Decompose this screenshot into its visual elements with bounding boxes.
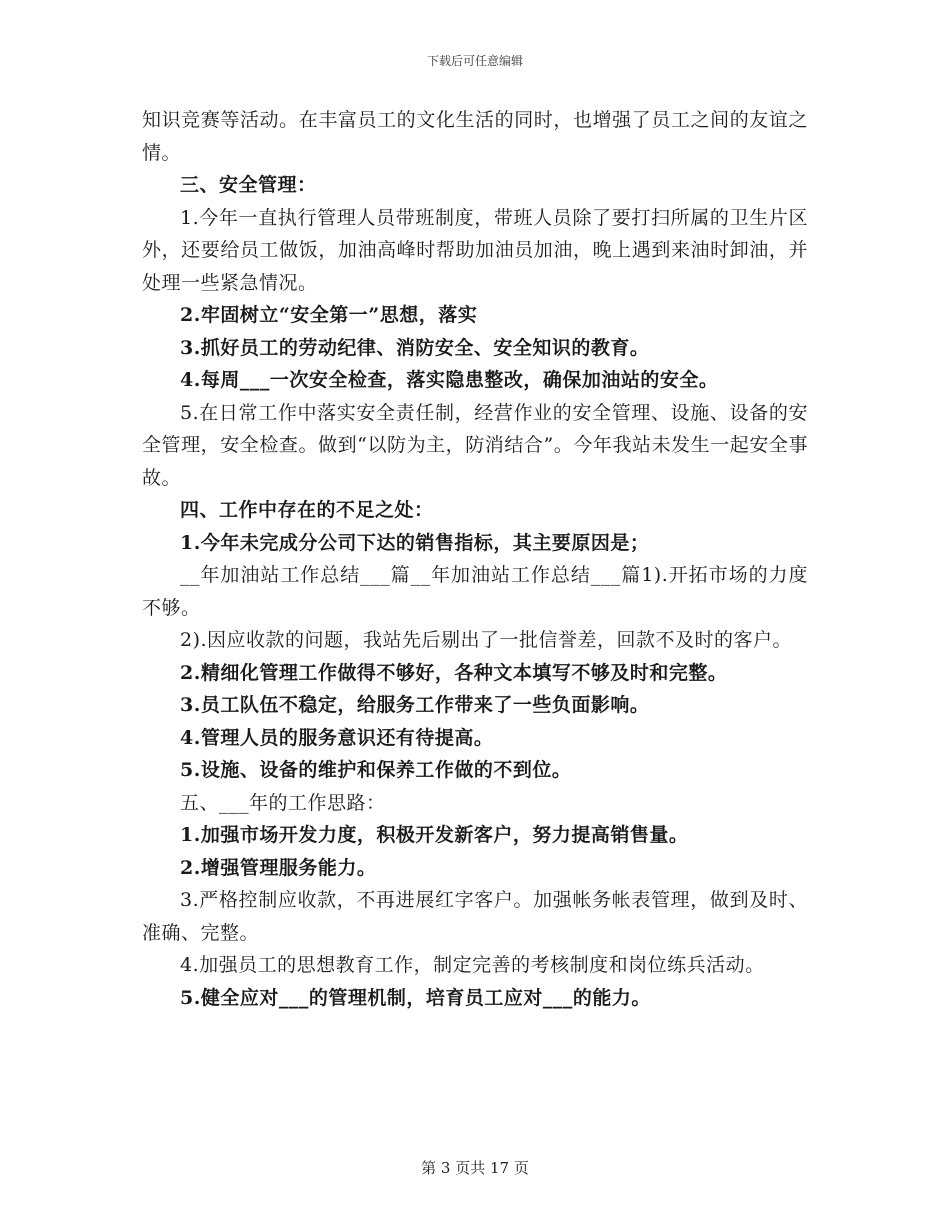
paragraph: 4.管理人员的服务意识还有待提高。 — [180, 726, 494, 749]
paragraph: 4.加强员工的思想教育工作，制定完善的考核制度和岗位练兵活动。 — [180, 954, 765, 976]
section-heading: 五、___年的工作思路： — [180, 791, 386, 814]
paragraph: 3.员工队伍不稳定，给服务工作带来了一些负面影响。 — [180, 694, 650, 716]
paragraph: 3.严格控制应收款，不再进展红字客户。加强帐务帐表管理，做到及时、准确、完整。 — [142, 889, 808, 944]
paragraph: 5.健全应对___的管理机制，培育员工应对___的能力。 — [180, 986, 651, 1009]
paragraph: 1.今年未完成分公司下达的销售指标，其主要原因是； — [180, 531, 650, 554]
paragraph: 2.牢固树立“安全第一”思想，落实 — [180, 304, 478, 326]
paragraph: 知识竞赛等活动。在丰富员工的文化生活的同时，也增强了员工之间的友谊之情。 — [142, 109, 808, 164]
paragraph: 4.每周___一次安全检查，落实隐患整改，确保加油站的安全。 — [180, 369, 719, 391]
paragraph: 2.增强管理服务能力。 — [180, 856, 377, 879]
paragraph: 5.在日常工作中落实安全责任制，经营作业的安全管理、设施、设备的安全管理，安全检查。做到“以防为主，防消结合”。今年我站未发生一起安全事故。 — [142, 401, 808, 489]
page-header: 下载后可任意编辑 — [426, 54, 523, 68]
paragraph: __年加油站工作总结___篇__年加油站工作总结___篇1).开拓市场的力度不够。 — [142, 564, 808, 619]
paragraph: 3.抓好员工的劳动纪律、消防安全、安全知识的教育。 — [180, 336, 650, 359]
paragraph: 1.加强市场开发力度，积极开发新客户，努力提高销售量。 — [180, 824, 689, 846]
paragraph: 2).因应收款的问题，我站先后剔出了一批信誉差，回款不及时的客户。 — [180, 629, 793, 651]
paragraph: 2.精细化管理工作做得不够好，各种文本填写不够及时和完整。 — [180, 661, 728, 684]
paragraph: 5.设施、设备的维护和保养工作做的不到位。 — [180, 759, 572, 781]
page-footer: 第 3 页共 17 页 — [421, 1159, 529, 1177]
section-heading: 四、工作中存在的不足之处： — [180, 499, 434, 521]
section-heading: 三、安全管理： — [180, 174, 317, 196]
paragraph: 1.今年一直执行管理人员带班制度，带班人员除了要打扫所属的卫生片区外，还要给员工做饭，加油高峰时帮助加油员加油，晚上遇到来油时卸油，并处理一些紧急情况。 — [142, 206, 808, 294]
document-body — [142, 104, 808, 1014]
